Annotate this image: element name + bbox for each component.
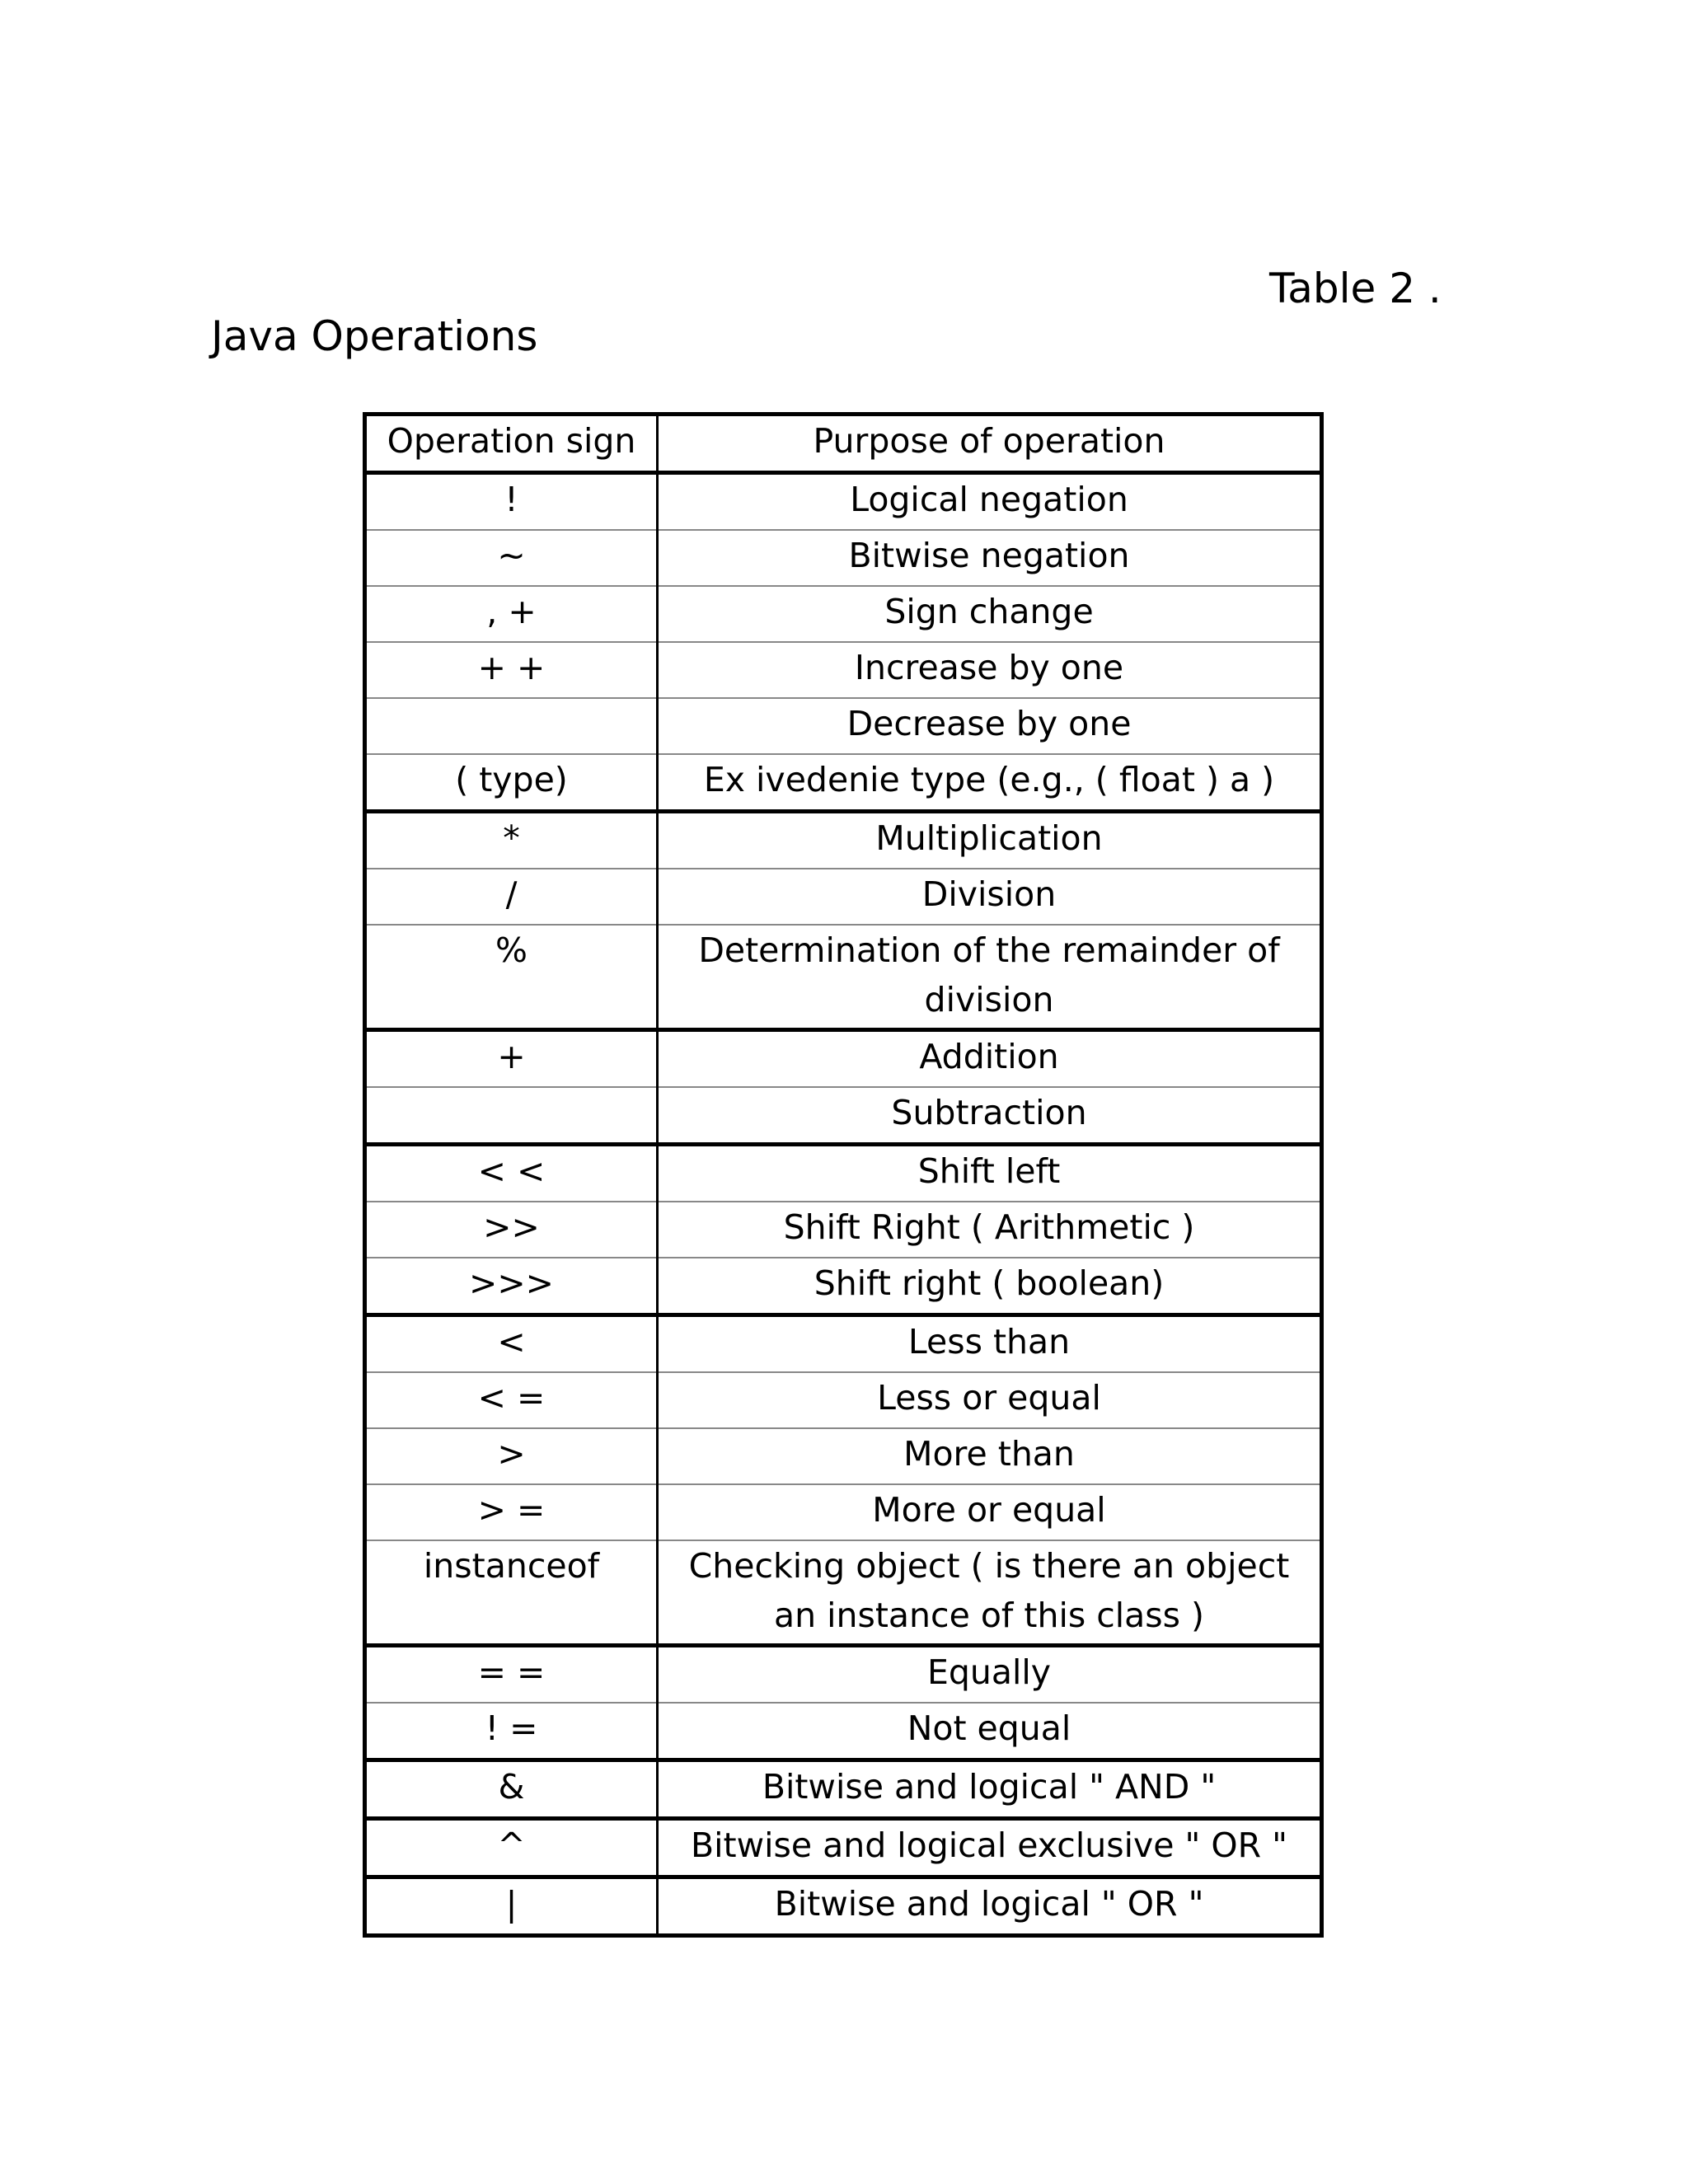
operation-sign-cell: < [365, 1315, 658, 1373]
operation-purpose-cell: Ex ivedenie type (e.g., ( float ) a ) [658, 754, 1322, 812]
operation-sign-cell: + [365, 1030, 658, 1088]
operation-purpose-cell: More than [658, 1428, 1322, 1484]
table-row [365, 1703, 1322, 1760]
operation-purpose-cell: Checking object ( is there an object an instance of this class ) [658, 1540, 1322, 1646]
operation-purpose-cell: More or equal [658, 1484, 1322, 1540]
table-row [365, 1877, 1322, 1936]
document-title: Java Operations [211, 312, 538, 360]
table-row [365, 1540, 1322, 1646]
table-row [365, 473, 1322, 531]
table-row [365, 1646, 1322, 1704]
operation-purpose-cell: Shift left [658, 1145, 1322, 1202]
operation-sign-cell: ! = [365, 1703, 658, 1760]
table-row [365, 1030, 1322, 1088]
operation-purpose-cell: Shift right ( boolean) [658, 1258, 1322, 1315]
operation-sign-cell [365, 1087, 658, 1145]
operation-sign-cell: < < [365, 1145, 658, 1202]
operation-purpose-cell: Logical negation [658, 473, 1322, 531]
operation-sign-cell: >>> [365, 1258, 658, 1315]
operation-sign-cell: ! [365, 473, 658, 531]
table-row [365, 1145, 1322, 1202]
operation-purpose-cell: Not equal [658, 1703, 1322, 1760]
table-row [365, 1819, 1322, 1877]
table-row [365, 642, 1322, 698]
operation-sign-cell: < = [365, 1372, 658, 1428]
operation-sign-cell: = = [365, 1646, 658, 1704]
operation-purpose-cell: Less or equal [658, 1372, 1322, 1428]
operation-sign-cell: ~ [365, 530, 658, 586]
table-row [365, 869, 1322, 925]
operation-sign-cell: > = [365, 1484, 658, 1540]
operation-sign-cell: , + [365, 586, 658, 642]
operation-purpose-cell: Increase by one [658, 642, 1322, 698]
operation-purpose-cell: Equally [658, 1646, 1322, 1704]
table-row [365, 698, 1322, 754]
table-row [365, 1484, 1322, 1540]
operation-purpose-cell: Bitwise and logical " OR " [658, 1877, 1322, 1936]
table-row [365, 1087, 1322, 1145]
operation-purpose-cell: Bitwise and logical " AND " [658, 1760, 1322, 1819]
table-row [365, 1315, 1322, 1373]
table-row [365, 530, 1322, 586]
operation-purpose-cell: Subtraction [658, 1087, 1322, 1145]
table-row [365, 925, 1322, 1030]
operation-purpose-cell: Bitwise negation [658, 530, 1322, 586]
operation-sign-cell: | [365, 1877, 658, 1936]
operation-purpose-cell: Sign change [658, 586, 1322, 642]
operation-sign-cell: ^ [365, 1819, 658, 1877]
operation-purpose-cell: Determination of the remainder of division [658, 925, 1322, 1030]
header-operation-sign: Operation sign [365, 415, 658, 473]
table-row [365, 1760, 1322, 1819]
table-row [365, 1372, 1322, 1428]
operation-sign-cell: + + [365, 642, 658, 698]
table-row [365, 812, 1322, 869]
table-row [365, 586, 1322, 642]
operation-purpose-cell: Less than [658, 1315, 1322, 1373]
operation-sign-cell: & [365, 1760, 658, 1819]
operation-sign-cell: instanceof [365, 1540, 658, 1646]
operation-sign-cell: * [365, 812, 658, 869]
java-operations-table [363, 412, 1324, 1938]
header-purpose-of-operation: Purpose of operation [658, 415, 1322, 473]
table-row [365, 754, 1322, 812]
table-header-row [365, 415, 1322, 473]
operation-purpose-cell: Division [658, 869, 1322, 925]
operation-purpose-cell: Multiplication [658, 812, 1322, 869]
operation-sign-cell: >> [365, 1202, 658, 1258]
operation-sign-cell [365, 698, 658, 754]
operation-purpose-cell: Bitwise and logical exclusive " OR " [658, 1819, 1322, 1877]
operation-sign-cell: / [365, 869, 658, 925]
operation-purpose-cell: Shift Right ( Arithmetic ) [658, 1202, 1322, 1258]
table-row [365, 1258, 1322, 1315]
table-row [365, 1428, 1322, 1484]
operation-sign-cell: > [365, 1428, 658, 1484]
table-number-label: Table 2 . [1269, 265, 1442, 312]
operation-sign-cell: % [365, 925, 658, 1030]
table-row [365, 1202, 1322, 1258]
operation-purpose-cell: Decrease by one [658, 698, 1322, 754]
operation-sign-cell: ( type) [365, 754, 658, 812]
operation-purpose-cell: Addition [658, 1030, 1322, 1088]
